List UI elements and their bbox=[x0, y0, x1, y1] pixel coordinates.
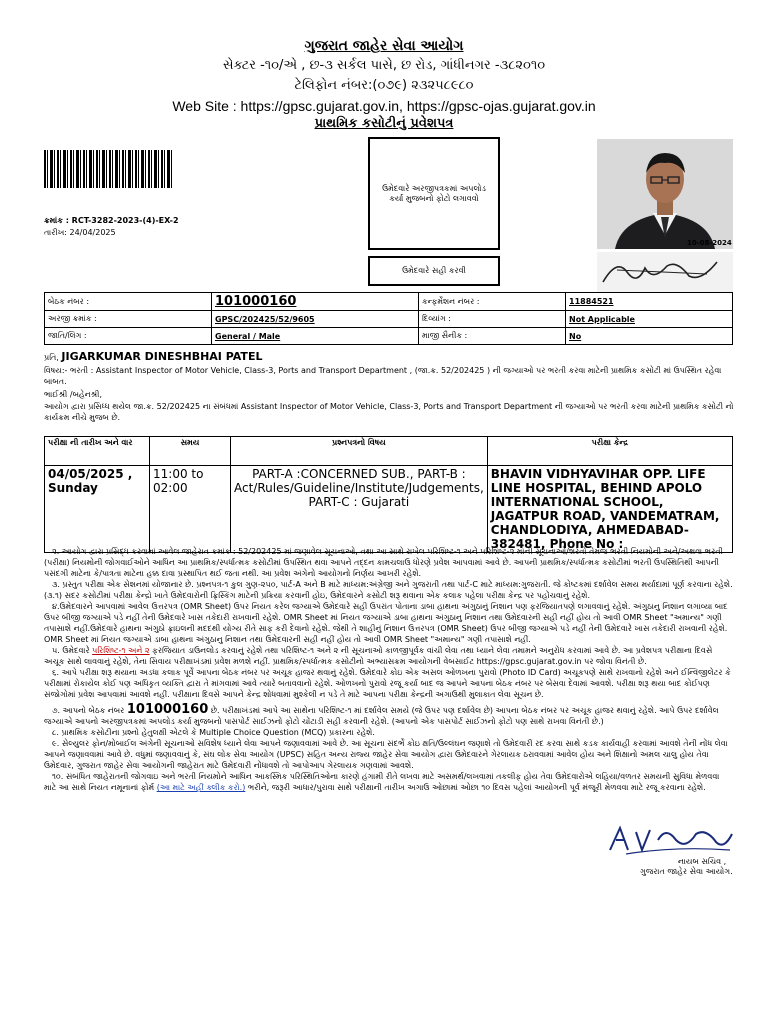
instruction-7-seat: 101000160 bbox=[126, 702, 209, 717]
instruction-5-post: ફરજિયાત ડાઉનલોડ કરવાનું રહેશે તથા પરિશિષ્ટ-૧ અને ૨ ની સૂચનાઓ કાળજીપૂર્વક વાંચી લેવા તથા ધ્યાને લેવા તમામને અનુરોધ કરવામાં આવે છે. આ પ્રવેશપત્ર પરીક્ષાના દિવસે અચૂક સાથે લાવવાનું રહેશે, તેના સિવાય પરીક્ષાખંડમાં પ્રવેશ મળશે નહીં. પ્રાથમિક/સ્પર્ધાત્મક કસોટીનો અભ્યાસક્રમ આયોગની વેબસાઈટ https://gpsc.gujarat.gov.in પર જોવા વિનંતી છે. bbox=[44, 646, 713, 666]
org-address: સેક્ટર -૧૦/એ , છ-૩ સર્કલ પાસે, છ રોડ, ગાંધીનગર -૩૮૨૦૧૦ bbox=[222, 58, 546, 73]
instruction-7-post: છે. પરીક્ષાખંડમાં આપે આ સાથેના પરિશિષ્ટ-૧ માં દર્શાવેલ સમયે (જે ઉપર પણ દર્શાવેલ છે) આપના બેઠક નંબર પર અચૂક હાજર થવાનું રહેશે. આપે ઉપર દર્શાવેલ જગ્યાએ આપનો અરજીપત્રકમાં અપલોડ કર્યા મુજબનો પાસપોર્ટ સાઈઝનો ફોટો ચોંટાડી સહી કરવાની રહેશે. (આપનો એક પાસપોર્ટ સાઈઝનો ફોટો પણ સાથે રાખવા વિનંતી છે.) bbox=[44, 706, 719, 726]
signatory-designation: નાયબ સચિવ , bbox=[678, 857, 727, 866]
candidate-signature bbox=[597, 252, 733, 292]
exam-time: 11:00 to 02:00 bbox=[150, 466, 231, 553]
exsm-value: No bbox=[566, 328, 733, 345]
photo-instruction: ઉમેદવારે અરજીપત્રકમાં અપલોડ કર્યા મુજબનો ફોટો લગાવવો bbox=[382, 183, 486, 203]
ref-date: તારીખ: 24/04/2025 bbox=[44, 228, 116, 237]
col-centre: પરીક્ષા કેન્દ્ર bbox=[487, 437, 732, 466]
candidate-name: JIGARKUMAR DINESHBHAI PATEL bbox=[61, 350, 263, 363]
col-time: સમય bbox=[150, 437, 231, 466]
exam-date: 04/05/2025 , Sunday bbox=[45, 466, 150, 553]
divyang-value: Not Applicable bbox=[566, 311, 733, 328]
seat-label: બેઠક નંબર : bbox=[45, 293, 212, 311]
doc-title: પ્રાથમિક કસોટીનું પ્રવેશપત્ર bbox=[314, 116, 454, 131]
signatory-org: ગુજરાત જાહેર સેવા આયોગ. bbox=[640, 867, 733, 876]
scribe-form-link[interactable]: (આ માટે અહીં ક્લીક કરો.) bbox=[156, 783, 246, 792]
exam-centre: BHAVIN VIDHYAVIHAR OPP. LIFE LINE HOSPITAL, BEHIND APOLO INTERNATIONAL SCHOOL, JAGATPUR ROAD, VANDEMATRAM, CHANDLODIYA, AHMEDABAD-382481, Phone No : bbox=[487, 466, 732, 553]
caste-label: જાતિ/લિંગ : bbox=[45, 328, 212, 345]
subject-line: વિષય:- ભરતી : Assistant Inspector of Motor Vehicle, Class-3, Ports and Transport Department , (જા.ક્ર. 52/202425 ) ની જગ્યાઓ પર ભરતી કરવા માટેની પ્રાથમિક કસોટી માં ઉપસ્થિત રહેવા બાબત. bbox=[44, 366, 722, 386]
instruction-9: ૯. સેલ્યુલર ફોન/મોબાઈલ અંગેની સૂચનાઓ સવિશેષ ધ્યાને લેવા આપને જણાવવામાં આવે છે. આ સૂચના સંદર્ભે કોઇ ક્ષતિ/ઉલ્લંઘન જણાશે તો ઉમેદવારી રદ કરવા સાથે કડક કાર્યવાહી કરવામાં આવશે તેની નોંધ લેવા આપને જણાવવામાં આવે છે. વધુમાં જણાવવાનું કે, સંઘ લોક સેવા આયોગ (UPSC) સહિત અન્ય રાજ્ય જાહેર સેવા આયોગ દ્વારા ઉમેદવારને ગેરલાયક ઠરાવવામાં આવેલ હોય અને શિક્ષાનો અમલ ચાલુ હોય તેવા ઉમેદવાર, ગુજરાત જાહેર સેવા આયોગની જાહેરાત માટે ઉમેદવારી નોંધાવશે તો આપોઆપ ગેરલાયક ગણવામાં આવશે. bbox=[44, 739, 728, 770]
officer-signature bbox=[606, 820, 736, 860]
candidate-photo bbox=[597, 139, 733, 249]
annexure-link[interactable]: પરિશિષ્ટ-૧ અને ૨ bbox=[92, 646, 150, 655]
divyang-label: દિવ્યાંગ : bbox=[419, 311, 566, 328]
org-name: ગુજરાત જાહેર સેવા આયોગ bbox=[304, 38, 464, 54]
exsm-label: માજી સૈનીક : bbox=[419, 328, 566, 345]
intro-text: આયોગ દ્વારા પ્રસિધ્ધ થયેલ જા.ક્ર. 52/202425 ના સંબંધમાં Assistant Inspector of Motor Vehicle, Class-3, Ports and Transport Department ની જગ્યાઓ પર ભરતી કરવા માટેની પ્રાથમિક કસોટી નો કાર્યક્રમ નીચે મુજબ છે. bbox=[44, 402, 734, 422]
app-label: અરજી ક્રમાંક : bbox=[45, 311, 212, 328]
confirm-number: 11884521 bbox=[566, 293, 733, 311]
instruction-10-post: ભરીને, જરૂરી આધાર/પુરાવા સાથે પરીક્ષાની તારીખ અગાઉ ઓછામાં ઓછા ૧૦ દિવસ પહેલાં આયોગની પૂર્વ મંજૂરી મેળવવા માટે રજૂ કરવાના રહેશે. bbox=[247, 783, 706, 792]
exam-schedule-table bbox=[44, 436, 733, 553]
confirm-label: કન્ફર્મેશન નંબર : bbox=[419, 293, 566, 311]
org-website[interactable]: Web Site : https://gpsc.gujarat.gov.in, https://gpsc-ojas.gujarat.gov.in bbox=[172, 98, 596, 114]
instruction-5-pre: ૫. ઉમેદવારે bbox=[52, 646, 90, 655]
caste-value: General / Male bbox=[212, 328, 419, 345]
org-phone: ટેલિફોન નંબર:(૦૭૯) ૨૩૨૫૮૯૮૦ bbox=[294, 78, 474, 93]
instruction-6: ૬. આપે પરીક્ષા શરૂ થયાના અડધા કલાક પૂર્વે આપના બેઠક નંબર પર અચૂક હાજર થવાનું રહેશે. ઉમેદવારે કોઇ એક અસલ ઓળખના પુરાવો (Photo ID Card) અચૂકપણે સાથે રાખવાનો રહેશે અને ઈન્વિજીલેટર કે પરીક્ષામાં રોકાયેલ કોઈ પણ અધિકૃત વ્યક્તિ દ્વારા તે માંગવામાં આવે ત્યારે બતાવવાનો રહેશે. ઓળખનો પુરાવો રજૂ કર્યા બાદ જ આપને આપના બેઠક નંબર પર બેસવા દેવામાં આવશે. પરીક્ષા શરૂ થયા બાદ કોઈપણ સંજોગોમાં પ્રવેશ આપવામાં આવશે નહીં. પરીક્ષાના દિવસે આપને કેન્દ્ર શોધવામાં મુશ્કેલી ન પડે તે માટે આપના પરીક્ષા કેન્દ્રની અગાઉથી મુલાકાત લેવા સૂચન છે. bbox=[44, 668, 731, 699]
seat-number: 101000160 bbox=[212, 293, 419, 311]
col-date: પરીક્ષા ની તારીખ અને વાર bbox=[45, 437, 150, 466]
col-subject: પ્રશ્નપત્રનો વિષય bbox=[231, 437, 488, 466]
sign-instruction: ઉમેદવારે સહી કરવી bbox=[402, 266, 466, 275]
greeting: ભાઈશ્રી /બહેનશ્રી, bbox=[44, 390, 103, 399]
ref-number: ક્રમાંક : RCT-3282-2023-(4)-EX-2 bbox=[44, 216, 179, 225]
barcode bbox=[44, 150, 172, 188]
instruction-3: ૩. પ્રસ્તુત પરીક્ષા એક સેશનમાં યોજાનાર છે. પ્રશ્નપત્ર-૧ કુલ ગુણ-૨૫૦, પાર્ટ-A અને B માટે માધ્યમ:અંગ્રેજી અને ગુજરાતી તથા પાર્ટ-C માટે માધ્યમ:ગુજરાતી. જે કોષ્ટકમાં દર્શાવેલ સમય મર્યાદામાં પૂર્ણ કરવાના રહેશે. (૩.૧) સદર કસોટીમાં પરીક્ષા કેન્દ્રો ખાતે ઉમેદવારોની ફ્રિસ્કિંગ માટેની પ્રક્રિયા કરવાની હોઇ, ઉમેદવારને કસોટી શરૂ થવાના એક કલાક પહેલા પરીક્ષા કેન્દ્ર પર પહોંચવાનું રહેશે. bbox=[44, 580, 733, 600]
exam-subject: PART-A :CONCERNED SUB., PART-B : Act/Rules/Guideline/Institute/Judgements, PART-C : Gujarati bbox=[231, 466, 488, 553]
instruction-2: ૨. આયોગ દ્વારા પ્રસિદ્ધ કરવામાં આવેલ જાહેરાત ક્રમાંક : 52/202425 માં જણાવેલ સૂચનાઓ, તથા આ સાથે રાખેલ પરિશિષ્ટ-૧ અને પરિશિષ્ટ-૨ માંની સૂચનાઓ/શરતો તેમજ ભરતી નિયમોની અને/અથવા ભરતી (પરીક્ષા) નિયમોની જોગવાઈઓને આધિન આ પ્રાથમિક/સ્પર્ધાત્મક કસોટીમાં ઉપસ્થિત થવા આપને તદ્દન કામચલાઉ ધોરણે પ્રવેશ આપવામાં આવે છે. આપની પ્રાથમિક/સ્પર્ધાત્મક કસોટીમાં ભરતી ઉપસ્થિતિથી આપની પસંદગી માટેના કે/પાત્રતા માટેના હક્ક દાવા પ્રસ્થાપિત થઈ જતા નથી. આ પ્રવેશ અંગેનો આયોગનો નિર્ણય આખરી રહેશે. bbox=[44, 547, 723, 578]
instruction-10 bbox=[44, 771, 734, 793]
sign-placeholder-box bbox=[368, 256, 500, 286]
app-number: GPSC/202425/52/9605 bbox=[212, 311, 419, 328]
instruction-7-pre: ૭. આપનો બેઠક નંબર bbox=[52, 706, 125, 715]
candidate-info-table bbox=[44, 292, 733, 345]
instruction-5 bbox=[44, 645, 734, 667]
photo-placeholder-box bbox=[368, 137, 500, 250]
photo-date: 10-08-2024 bbox=[687, 239, 732, 247]
instruction-7 bbox=[44, 704, 734, 727]
instructions bbox=[44, 546, 734, 793]
instruction-8: ૮. પ્રાથમિક કસોટીના પ્રશ્નો હેતુલક્ષી એટલે કે Multiple Choice Question (MCQ) પ્રકારના રહેશે. bbox=[52, 728, 375, 737]
instruction-10-pre: ૧૦. સંબંધિત જાહેરાતની જોગવાઇ અને ભરતી નિયમોને આધિન આકસ્મિક પરિસ્થિતિઓના કારણે હંગામી રીતે લખવા માટે અસમર્થ/લખવામાં તકલીફ હોય તેવા ઉમેદવારોએ લહિયા/વળતર સમયની સુવિધા મેળવવા માટે આ સાથે નિયત નમૂનાનાં ફોર્મ bbox=[44, 772, 720, 792]
candidate-prefix: પ્રતિ, bbox=[44, 353, 59, 362]
instruction-4: ૪.ઉમેદવારને આપવામાં આવેલ ઉત્તરપત્ર (OMR Sheet) ઉપર નિયત કરેલ જગ્યાએ ઉમેદવારે સહી ઉપરાંત પોતાના ડાબા હાથના અંગુઠાનું નિશાન પણ ફરજિયાતપણે લગાવવાનું રહેશે. અંગુઠાનુ નિશાન લગાવ્યા બાદ ઉપર બીજી જગ્યાએ પડે નહીં તેની ઉમેદવારે ખાસ તકેદારી રાખવાની રહેશે. OMR Sheet માં નિયત જગ્યાએ ડાબા હાથના અંગુઠાનુ નિશાન તથા ઉમેદવારની સહી નહીં હોય તો આવી OMR Sheet "અમાન્ય" ગણી તપાસાશે નહીં.ઉમેદવારે હાથના અંગુઠો ફ્રાઇલની મદદથી યોગ્ય રીતે સાફ કરી દેવાનો રહેશે. જેથી તે શાહીનું નિશાન ઉત્તરપત્ર (OMR Sheet) ઉપર બીજી જગ્યાએ પડે નહીં તેની ઉમેદવારે ખાસ તકેદારી રાખવાની રહેશે. OMR Sheet માં નિયત જગ્યાએ ડાબા હાથના અંગુઠાનુ નિશાન તથા ઉમેદવારની સહી નહીં હોય તો આવી OMR Sheet "અમાન્ય" ગણી તપાસાશે નહીં. bbox=[44, 602, 728, 644]
